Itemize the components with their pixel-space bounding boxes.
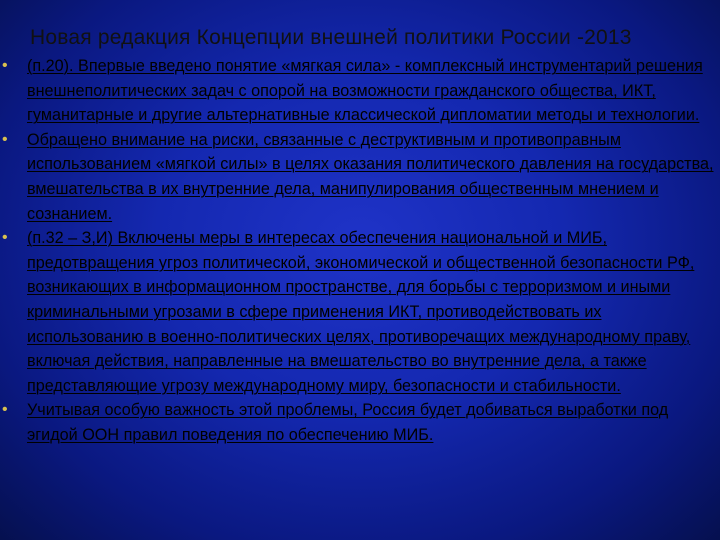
- bullet-item-measures: [0, 226, 720, 398]
- bullet-text: (п.32 – З,И) Включены меры в интересах обеспечения национальной и МИБ, предотвращения угроз политической, экономической и общественной безопасности РФ, возникающих в информационном пространстве, для борьбы с терроризмом и иными криминальными угрозами в сфере применения ИКТ, противодействовать их использованию в военно-политических целях, противоречащих международному праву, включая действия, направленные на вмешательство во внутренние дела, а также представляющие угрозу международному миру, безопасности и стабильности.: [27, 229, 695, 395]
- bullet-text: Обращено внимание на риски, связанные с деструктивным и противоправным использованием «мягкой силы» в целях оказания политического давления на государства, вмешательства в их внутренние дела, манипулирования общественным мнением и сознанием.: [27, 130, 714, 223]
- bullet-item-un-rules: [0, 398, 720, 447]
- slide-title: Новая редакция Концепции внешней политики России -2013: [30, 26, 632, 49]
- bullet-marker: •: [2, 401, 8, 419]
- bullet-text: Учитывая особую важность этой проблемы, Россия будет добиваться выработки под эгидой ООН правил поведения по обеспечению МИБ.: [27, 401, 669, 444]
- bullet-list: [0, 54, 720, 448]
- bullet-text: (п.20). Впервые введено понятие «мягкая сила» - комплексный инструментарий решения внешнеполитических задач с опорой на возможности гражданского общества, ИКТ, гуманитарные и другие альтернативные классической дипломатии методы и технологии.: [27, 57, 703, 125]
- bullet-marker: •: [2, 130, 8, 148]
- bullet-item-soft-power: [0, 54, 720, 128]
- bullet-item-risks: [0, 128, 720, 226]
- bullet-marker: •: [2, 229, 8, 247]
- bullet-marker: •: [2, 57, 8, 74]
